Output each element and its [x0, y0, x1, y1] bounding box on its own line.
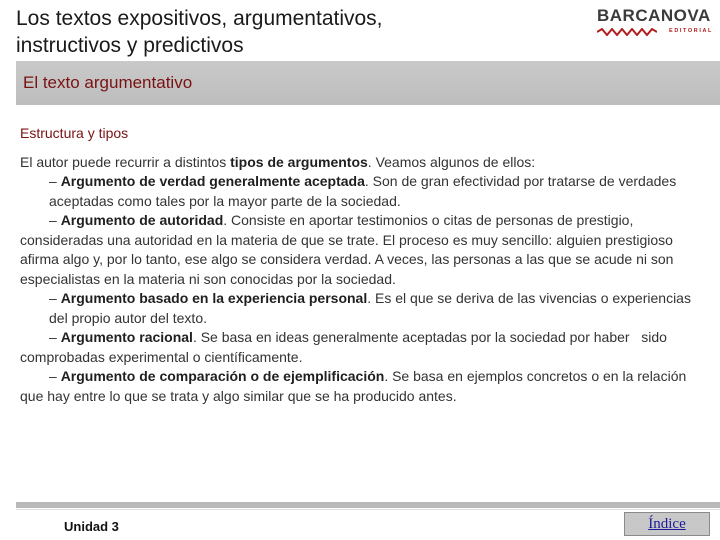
list-item	[20, 289, 700, 328]
list-item-dash: –	[49, 368, 61, 384]
logo-text: BARCANOVA	[597, 6, 711, 25]
list-item-bold: Argumento racional	[60, 329, 193, 345]
list-item-bold: Argumento de comparación o de ejemplificación	[60, 368, 385, 384]
intro-bold: tipos de argumentos	[230, 153, 368, 170]
list-item-dash: –	[49, 212, 61, 228]
barcanova-logo	[597, 6, 713, 40]
footer-divider-light	[16, 509, 720, 510]
list-item-dash: –	[49, 290, 61, 306]
list-item	[20, 367, 700, 406]
content-body	[20, 124, 700, 406]
intro-text-post: . Veamos algunos de ellos:	[367, 153, 536, 170]
logo-wave-icon	[597, 28, 657, 36]
list-item-bold: Argumento basado en la experiencia personal	[60, 290, 368, 306]
subtitle: Estructura y tipos	[20, 125, 129, 141]
intro-text-pre: El autor puede recurrir a distintos	[20, 153, 231, 170]
list-item-text: . Se basa en ideas generalmente aceptadas por la sociedad por haber sido comprobadas experimental o científicamente.	[20, 329, 671, 365]
page-title-line1: Los textos expositivos, argumentativos,	[16, 7, 383, 30]
list-item-dash: –	[49, 173, 61, 189]
list-item-text: . Se basa en ejemplos concretos o en la relación que hay entre lo que se trata y algo similar que se ha producido antes.	[20, 368, 687, 404]
page-title-line2: instructivos y predictivos	[16, 34, 244, 57]
list-item-text: . Es el que se deriva de las vivencias o experiencias del propio autor del texto.	[49, 290, 691, 326]
section-header-bar	[16, 61, 720, 105]
section-title: El texto argumentativo	[23, 73, 193, 92]
list-item	[20, 328, 700, 367]
list-item	[20, 172, 700, 211]
unit-label: Unidad 3	[64, 519, 119, 534]
list-item-text: . Son de gran efectividad por tratarse de verdades aceptadas como tales por la mayor parte de la sociedad.	[49, 173, 677, 209]
footer-divider	[16, 502, 720, 508]
list-item-text: . Consiste en aportar testimonios o citas de personas de prestigio, consideradas una autoridad en la materia de que se trate. El proceso es muy sencillo: alguien prestigioso afirma algo y, por lo tanto, ese algo se considera verdad. A veces, las personas a las que se acude ni son especialistas en la materia ni son conocidas por la sociedad.	[20, 212, 674, 287]
list-item-bold: Argumento de verdad generalmente aceptada	[60, 173, 365, 189]
list-item	[20, 211, 700, 289]
list-item-dash: –	[49, 329, 61, 345]
page-title	[16, 5, 536, 59]
list-item-bold: Argumento de autoridad	[60, 212, 224, 228]
logo-subtext: EDITORIAL	[669, 28, 713, 34]
index-button[interactable]: Índice	[624, 512, 710, 536]
intro-paragraph	[20, 153, 700, 173]
